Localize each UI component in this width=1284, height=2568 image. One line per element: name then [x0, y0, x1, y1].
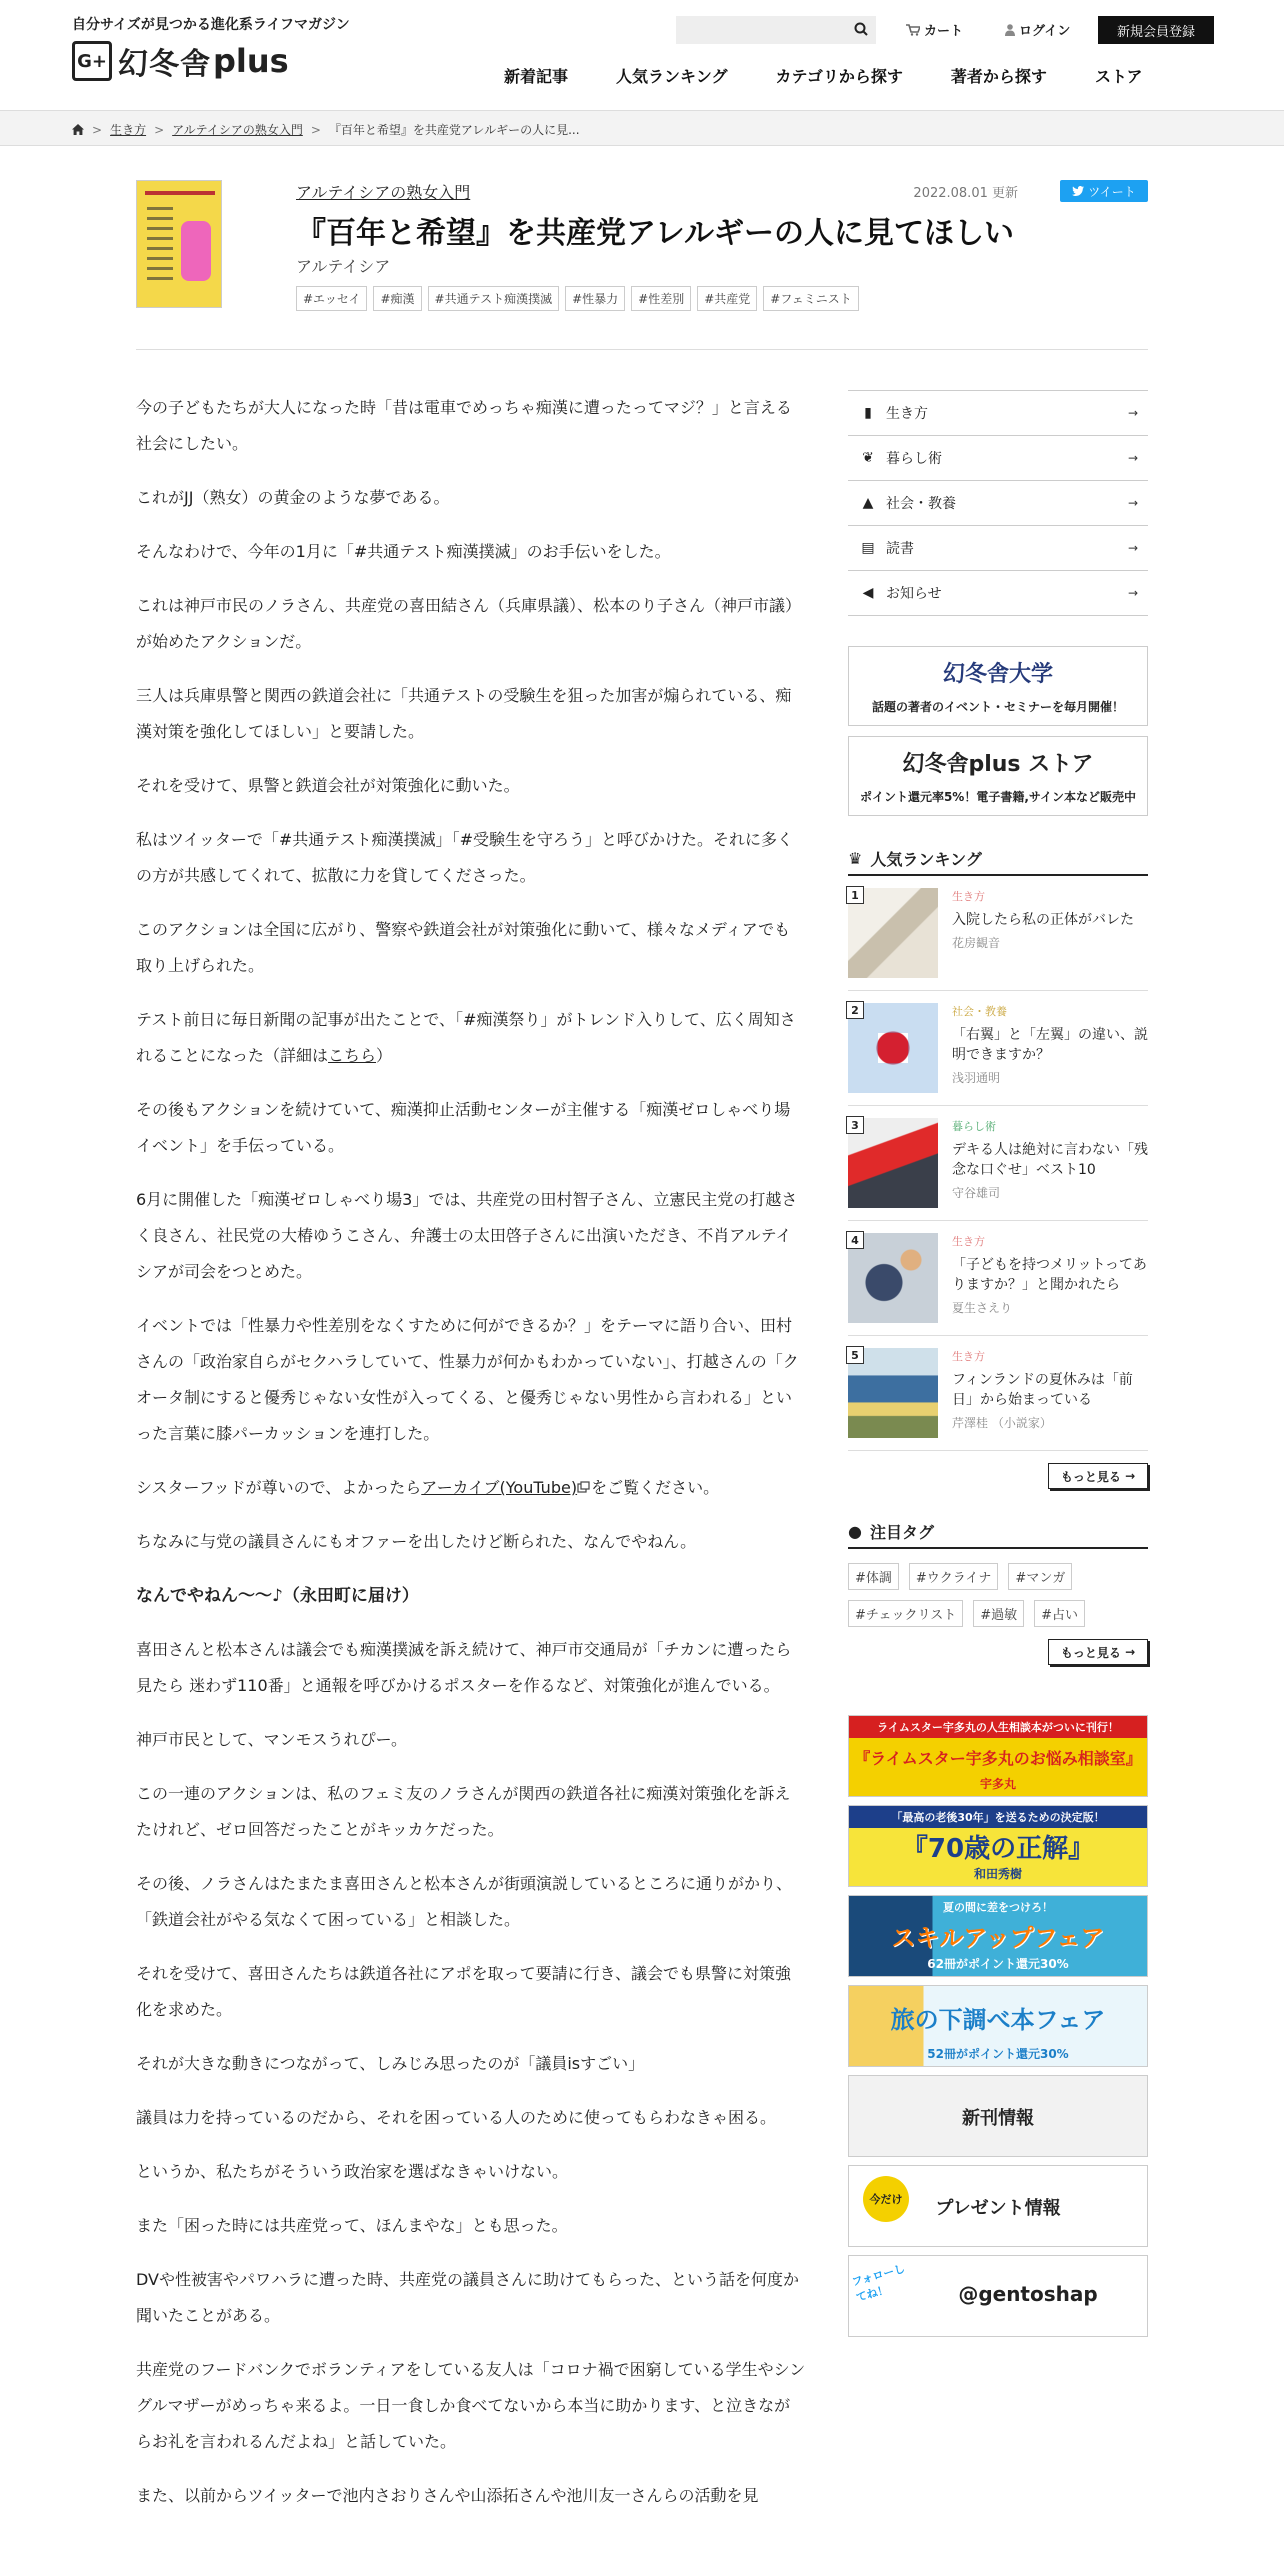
- nav-ranking[interactable]: 人気ランキング: [616, 67, 728, 86]
- tag-link[interactable]: #エッセイ: [296, 286, 367, 311]
- breadcrumb-item-category[interactable]: 生き方: [110, 123, 147, 137]
- ranking-info: [952, 1118, 1148, 1208]
- ranking-info: [952, 1233, 1148, 1323]
- ad-sub-text: 62冊がポイント還元30%: [927, 1957, 1069, 1971]
- tag-link[interactable]: #ウクライナ: [909, 1563, 999, 1590]
- ranking-item[interactable]: [848, 991, 1148, 1106]
- paragraph: 私はツイッターで「#共通テスト痴漢撲滅」「#受験生を守ろう」と呼びかけた。それに多くの方が共感してくれて、拡散に力を貸してくださった。: [136, 830, 794, 885]
- paragraph: そんなわけで、今年の1月に「#共通テスト痴漢撲滅」のお手伝いをした。: [136, 542, 671, 561]
- arrow-right-icon: →: [1125, 1469, 1136, 1483]
- paragraph: 神戸市民として、マンモスうれぴー。: [136, 1730, 408, 1749]
- cart-icon: [906, 24, 920, 36]
- paragraph: その後、ノラさんはたまたま喜田さんと松本さんが街頭演説しているところに通りがかり、「鉄道会社がやる気なくて困っている」と相談した。: [136, 1874, 793, 1929]
- ranking-category: 社会・教養: [952, 1005, 1007, 1018]
- paragraph: このアクションは全国に広がり、警察や鉄道会社が対策強化に動いて、様々なメディアでも取り上げられた。: [136, 920, 791, 975]
- article-author[interactable]: アルテイシア: [296, 257, 391, 276]
- gentosha-university-banner[interactable]: [848, 646, 1148, 726]
- ad-main-text: 『70歳の正解』: [901, 1834, 1095, 1864]
- tag-link[interactable]: #性暴力: [565, 286, 625, 311]
- paragraph: それを受けて、県警と鉄道会社が対策強化に動いた。: [136, 776, 520, 795]
- ad-banner-present[interactable]: [848, 2165, 1148, 2247]
- breadcrumb-separator: >: [92, 122, 103, 137]
- paragraph: イベントでは「性暴力や性差別をなくすために何ができるか？」をテーマに語り合い、田村さんの「政治家自らがセクハラしていて、性暴力が何かもわかっていない」、打越さんの「クオータ制にすると優秀じゃない女性が入ってくる、と優秀じゃない男性から言われる」といった言葉に膝パーカッションを連打した。: [136, 1316, 799, 1443]
- ranking-author: 夏生さえり: [952, 1301, 1013, 1315]
- category-label: お知らせ: [886, 586, 942, 602]
- sidebar: [848, 390, 1148, 2337]
- external-link-icon: [577, 1481, 591, 1493]
- breadcrumb-item-current: 『百年と希望』を共産党アレルギーの人に見...: [328, 123, 580, 137]
- tag-link[interactable]: #体調: [848, 1563, 899, 1590]
- ad-main-text: スキルアップフェア: [891, 1924, 1105, 1952]
- paragraph: [136, 1470, 806, 1506]
- breadcrumb-separator: >: [154, 122, 165, 137]
- paragraph: ちなみに与党の議員さんにもオファーを出したけど断られた、なんでやねん。: [136, 1532, 697, 1551]
- banner-title: 幻冬舎plus ストア: [902, 752, 1094, 777]
- ranking-title-text: デキる人は絶対に言わない「残念な口ぐせ」ベスト10: [952, 1142, 1148, 1178]
- global-nav: [480, 64, 1166, 87]
- ad-banner-utamaru[interactable]: [848, 1715, 1148, 1797]
- ad-sub-text: 和田秀樹: [973, 1867, 1022, 1881]
- tag-link[interactable]: #痴漢: [373, 286, 421, 311]
- tags-more-button[interactable]: [1048, 1639, 1148, 1665]
- ranking-title-text: 「子どもを持つメリットってありますか？」と聞かれたら: [952, 1257, 1147, 1293]
- ranking-title-text: 入院したら私の正体がバレた: [952, 912, 1134, 928]
- category-item-shakai[interactable]: [848, 481, 1148, 526]
- paragraph: 6月に開催した「痴漢ゼロしゃべり場3」では、共産党の田村智子さん、立憲民主党の打越さく良さん、社民党の大椿ゆうこさん、弁護士の太田啓子さんに出演いただき、不肖アルテイシアが司会をつとめた。: [136, 1190, 798, 1281]
- site-tagline: 自分サイズが見つかる進化系ライフマガジン: [72, 17, 350, 33]
- nav-store[interactable]: ストア: [1094, 67, 1143, 86]
- paragraph-text: テスト前日に毎日新聞の記事が出たことで、「#痴漢祭り」がトレンド入りして、広く周知されることになった（詳細は: [136, 1010, 796, 1065]
- rank-number: 1: [846, 886, 864, 904]
- search-icon[interactable]: [854, 22, 868, 36]
- search-box: [676, 16, 876, 44]
- twitter-icon: [1072, 186, 1084, 196]
- ad-badge: フォローしてね！: [850, 2262, 907, 2305]
- arrow-right-icon: →: [1127, 496, 1138, 510]
- paragraph: 今の子どもたちが大人になった時「昔は電車でめっちゃ痴漢に遭ったってマジ？」と言える社会にしたい。: [136, 398, 792, 453]
- megaphone-icon: ◀: [862, 585, 874, 601]
- ad-banner-skillup-fair[interactable]: [848, 1895, 1148, 1977]
- category-item-oshirase[interactable]: [848, 571, 1148, 616]
- tag-cloud: [848, 1563, 1148, 1627]
- arrow-right-icon: →: [1127, 406, 1138, 420]
- logo-text: 幻冬舎: [118, 47, 211, 82]
- ad-main-text: 『ライムスター宇多丸のお悩み相談室』: [854, 1749, 1142, 1768]
- paragraph: それを受けて、喜田さんたちは鉄道各社にアポを取って要請に行き、議会でも県警に対策強化を求めた。: [136, 1964, 792, 2019]
- section-heading: なんでやねん～～♪（永田町に届け）: [136, 1586, 419, 1606]
- ranking-item[interactable]: [848, 876, 1148, 991]
- updated-date: 2022.08.01 更新: [913, 186, 1018, 201]
- paragraph: 三人は兵庫県警と関西の鉄道会社に「共通テストの受験生を狙った加害が煽られている、痴漢対策を強化してほしい」と要請した。: [136, 686, 792, 741]
- paragraph: DVや性被害やパワハラに遭った時、共産党の議員さんに助けてもらった、という話を何度か聞いたことがある。: [136, 2270, 799, 2325]
- ranking-title-text: 「右翼」と「左翼」の違い、説明できますか？: [952, 1027, 1148, 1063]
- store-banner[interactable]: [848, 736, 1148, 816]
- tag-link[interactable]: #フェミニスト: [763, 286, 858, 311]
- leaf-icon: ❦: [862, 450, 874, 466]
- rank-number: 5: [846, 1346, 864, 1364]
- more-label: もっと見る: [1060, 1645, 1121, 1660]
- ranking-more-button[interactable]: [1048, 1463, 1148, 1489]
- banner-title: 幻冬舎大学: [942, 661, 1053, 687]
- ad-sub-text: 52冊がポイント還元30%: [927, 2047, 1069, 2061]
- ranking-item[interactable]: [848, 1106, 1148, 1221]
- tag-link[interactable]: #性差別: [631, 286, 691, 311]
- tweet-label: ツイート: [1088, 184, 1136, 199]
- site-header: [0, 0, 1284, 110]
- rank-number: 4: [846, 1231, 864, 1249]
- logo-plus: plus: [213, 42, 289, 80]
- ad-top-text: 「最高の老後30年」を送るための決定版！: [849, 1806, 1147, 1828]
- ad-sub-text: 宇多丸: [979, 1777, 1016, 1791]
- more-label: もっと見る: [1060, 1469, 1121, 1484]
- cart-label: カート: [924, 24, 964, 39]
- ranking-item[interactable]: [848, 1221, 1148, 1336]
- register-button[interactable]: 新規会員登録: [1098, 16, 1214, 44]
- paragraph: この一連のアクションは、私のフェミ友のノラさんが関西の鉄道各社に痴漢対策強化を訴えたけれど、ゼロ回答だったことがキッカケだった。: [136, 1784, 791, 1839]
- user-icon: [1005, 24, 1015, 36]
- ranking-info: [952, 1348, 1148, 1438]
- thumb-deco: [145, 191, 215, 195]
- ranking-category: 生き方: [952, 890, 985, 903]
- ranking-author: 浅羽通明: [952, 1071, 1001, 1085]
- series-link[interactable]: アルテイシアの熟女入門: [296, 183, 471, 202]
- tag-icon: ●: [848, 1521, 862, 1541]
- ranking-heading: [848, 842, 1148, 876]
- crown-icon: ♛: [848, 848, 863, 868]
- ranking-author: 芹澤桂 （小説家）: [952, 1416, 1052, 1430]
- paragraph: また、以前からツイッターで池内さおりさんや山添拓さんや池川友一さんらの活動を見: [136, 2486, 759, 2505]
- paragraph-text: をご覧ください。: [591, 1478, 720, 1497]
- spacer: [848, 1665, 1148, 1707]
- banner-subtitle: ポイント還元率5%！電子書籍,サイン本など販売中: [859, 790, 1137, 804]
- ad-banner-70sai[interactable]: [848, 1805, 1148, 1887]
- ad-top-text: ライムスター宇多丸の人生相談本がついに刊行！: [849, 1716, 1147, 1738]
- rank-number: 2: [846, 1001, 864, 1019]
- paragraph-text: シスターフッドが尊いので、よかったら: [136, 1478, 422, 1497]
- series-thumbnail[interactable]: [136, 180, 222, 308]
- tag-link[interactable]: #共産党: [697, 286, 757, 311]
- ad-banner-twitter[interactable]: [848, 2255, 1148, 2337]
- paragraph: というか、私たちがそういう政治家を選ばなきゃいけない。: [136, 2162, 569, 2181]
- category-label: 暮らし術: [886, 451, 942, 467]
- tag-link[interactable]: #マンガ: [1008, 1563, 1072, 1590]
- article-header: [136, 180, 1148, 350]
- category-label: 社会・教養: [886, 496, 956, 512]
- nav-categories[interactable]: カテゴリから探す: [775, 67, 903, 86]
- open-book-icon: ▤: [861, 540, 875, 556]
- graduation-cap-icon: ▲: [862, 495, 874, 511]
- breadcrumb: [72, 121, 580, 138]
- cart-link[interactable]: [906, 20, 963, 39]
- logo-mark: G+: [72, 41, 112, 81]
- paragraph: それが大きな動きにつながって、しみじみ思ったのが「議員isすごい」: [136, 2054, 645, 2073]
- nav-new-articles[interactable]: 新着記事: [504, 67, 569, 86]
- banner-subtitle: 話題の著者のイベント・セミナーを毎月開催！: [871, 700, 1124, 714]
- thumb-deco: [147, 207, 173, 287]
- category-item-dokusho[interactable]: [848, 526, 1148, 571]
- ranking-category: 暮らし術: [952, 1120, 996, 1133]
- login-label: ログイン: [1019, 24, 1071, 39]
- tags-title: 注目タグ: [869, 1522, 934, 1542]
- tag-link[interactable]: #占い: [1034, 1600, 1085, 1627]
- arrow-right-icon: →: [1127, 586, 1138, 600]
- tag-link[interactable]: #共通テスト痴漢撲滅: [428, 286, 560, 311]
- paragraph: 喜田さんと松本さんは議会でも痴漢撲滅を訴え続けて、神戸市交通局が「チカンに遭ったら見たら 迷わず110番」と通報を呼びかけるポスターを作るなど、対策強化が進んでいる。: [136, 1640, 792, 1695]
- tag-link[interactable]: #過敏: [973, 1600, 1024, 1627]
- youtube-archive-link[interactable]: アーカイブ(YouTube): [421, 1478, 578, 1497]
- tag-link[interactable]: #チェックリスト: [848, 1600, 963, 1627]
- login-link[interactable]: [1005, 20, 1070, 39]
- nav-authors[interactable]: 著者から探す: [950, 67, 1047, 86]
- search-input[interactable]: [676, 16, 844, 44]
- article-tags: [296, 286, 859, 311]
- ranking-author: 守谷雄司: [952, 1186, 1001, 1200]
- rank-number: 3: [846, 1116, 864, 1134]
- book-icon: ▮: [864, 405, 872, 421]
- ad-main-text: プレゼント情報: [935, 2198, 1061, 2219]
- site-logo[interactable]: [72, 38, 289, 84]
- ranking-item[interactable]: [848, 1336, 1148, 1451]
- breadcrumb-bar: [0, 110, 1284, 146]
- ranking-info: [952, 888, 1148, 978]
- ad-main-text: @gentoshap: [958, 2282, 1098, 2306]
- paragraph: これは神戸市民のノラさん、共産党の喜田結さん（兵庫県議）、松本のり子さん（神戸市議）が始めたアクションだ。: [136, 596, 801, 651]
- ad-badge: 今だけ: [863, 2176, 909, 2222]
- category-list: [848, 390, 1148, 616]
- paragraph: 議員は力を持っているのだから、それを困っている人のために使ってもらわなきゃ困る。: [136, 2108, 777, 2127]
- article-title: 『百年と希望』を共産党アレルギーの人に見てほしい: [296, 216, 1015, 251]
- category-label: 生き方: [886, 406, 928, 422]
- ad-banner-travel-fair[interactable]: [848, 1985, 1148, 2067]
- ranking-category: 生き方: [952, 1235, 985, 1248]
- tweet-button[interactable]: [1060, 180, 1148, 202]
- tags-heading: [848, 1515, 1148, 1549]
- paragraph: これがJJ（熟女）の黄金のような夢である。: [136, 488, 450, 507]
- article-body: [136, 390, 806, 2532]
- thumb-deco: [181, 221, 211, 281]
- category-item-kurashi[interactable]: [848, 436, 1148, 481]
- breadcrumb-item-series[interactable]: アルテイシアの熟女入門: [172, 123, 303, 137]
- ranking-author: 花房観音: [952, 936, 1001, 950]
- details-link[interactable]: こちら: [328, 1046, 377, 1065]
- paragraph: その後もアクションを続けていて、痴漢抑止活動センターが主催する「痴漢ゼロしゃべり場イベント」を手伝っている。: [136, 1100, 791, 1155]
- paragraph: 共産党のフードバンクでボランティアをしている友人は「コロナ禍で困窮している学生やシングルマザーがめっちゃ来るよ。一日一食しか食べてないから本当に助かります、と泣きながらお礼を言われるんだよね」と話していた。: [136, 2360, 806, 2451]
- ad-banner-new-releases[interactable]: [848, 2075, 1148, 2157]
- ad-main-text: 旅の下調べ本フェア: [890, 2006, 1106, 2034]
- ranking-category: 生き方: [952, 1350, 985, 1363]
- ranking-info: [952, 1003, 1148, 1093]
- home-icon[interactable]: [72, 124, 84, 135]
- paragraph-text: ）: [376, 1046, 393, 1065]
- ranking-title: 人気ランキング: [870, 849, 982, 869]
- ad-main-text: 新刊情報: [962, 2108, 1034, 2129]
- arrow-right-icon: →: [1125, 1645, 1136, 1659]
- arrow-right-icon: →: [1127, 451, 1138, 465]
- ranking-title-text: フィンランドの夏休みは「前日」から始まっている: [952, 1372, 1133, 1408]
- paragraph: [136, 1002, 806, 1074]
- paragraph: また「困った時には共産党って、ほんまやな」とも思った。: [136, 2216, 568, 2235]
- breadcrumb-separator: >: [310, 122, 321, 137]
- category-label: 読書: [886, 541, 914, 557]
- arrow-right-icon: →: [1127, 541, 1138, 555]
- category-item-ikikata[interactable]: [848, 391, 1148, 436]
- ad-top-text: 夏の間に差をつけろ！: [943, 1901, 1053, 1914]
